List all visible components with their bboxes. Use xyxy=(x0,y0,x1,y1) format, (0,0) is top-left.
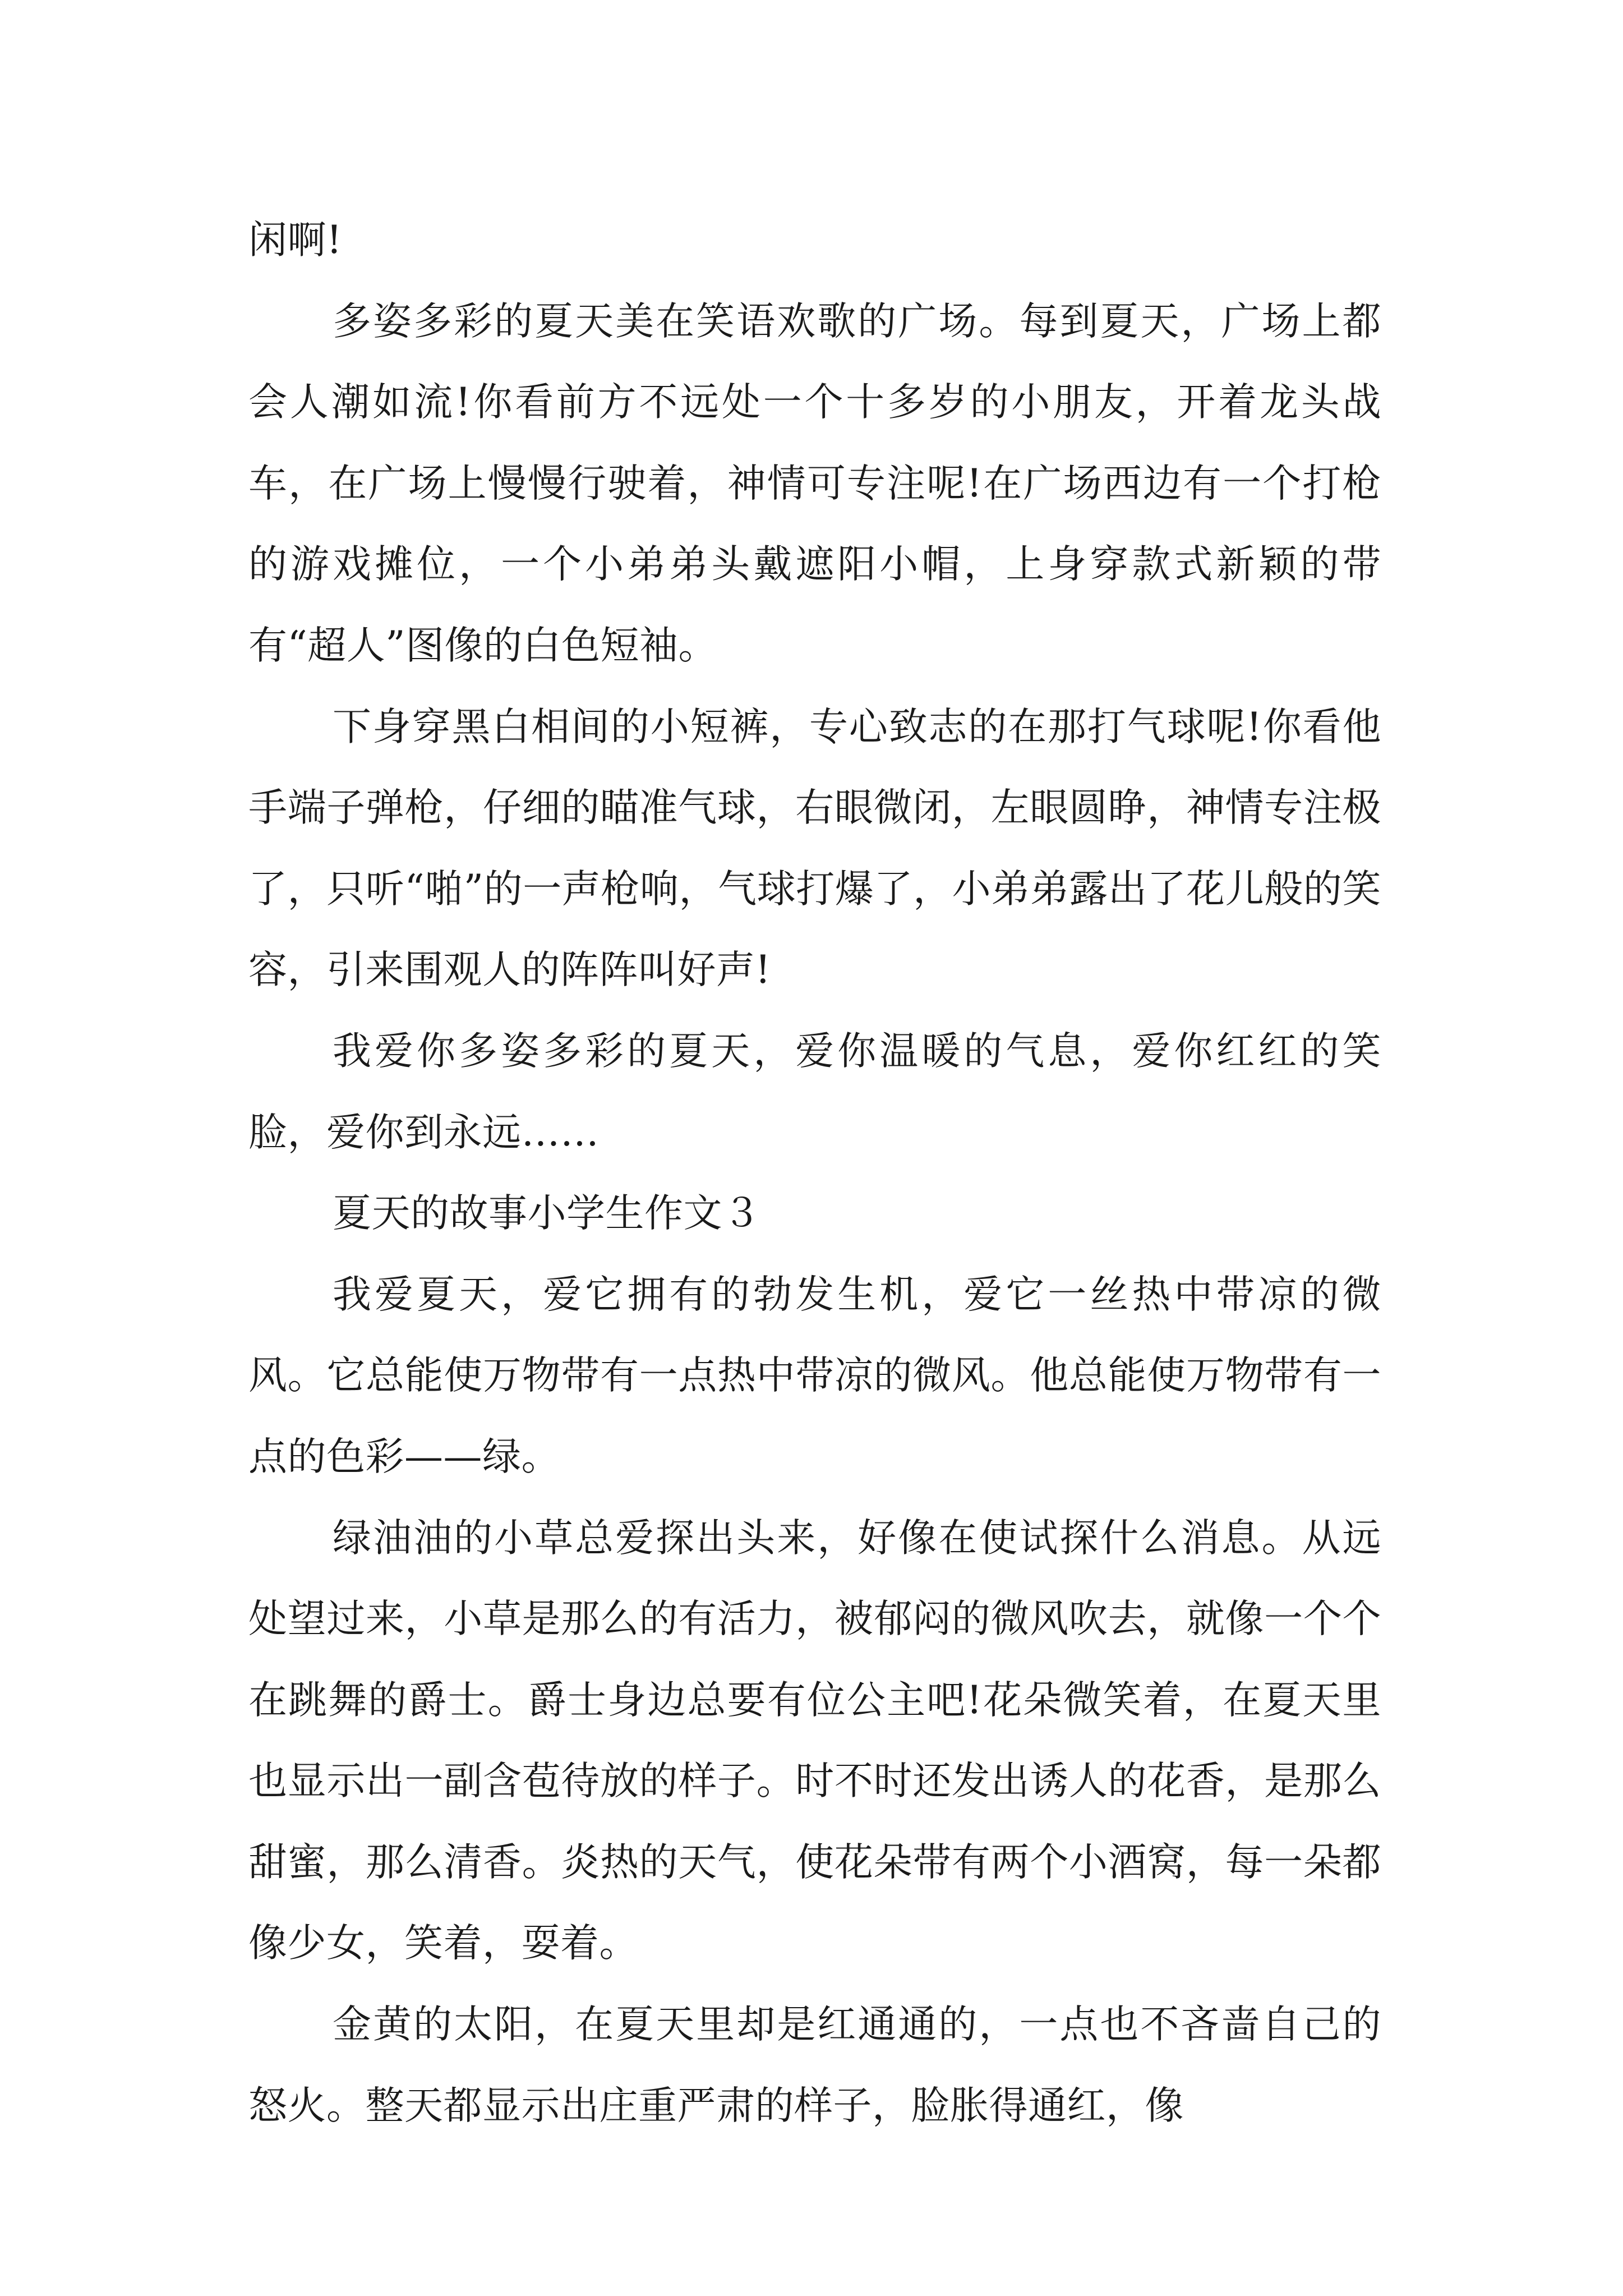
paragraph: 我爱你多姿多彩的夏天，爱你温暖的气息，爱你红红的笑脸，爱你到永远…… xyxy=(248,1028,1381,1155)
paragraph: 绿油油的小草总爱探出头来，好像在使试探什么消息。从远处望过来，小草是那么的有活力，被郁闷的微风吹去，就像一个个在跳舞的爵士。爵士身边总要有位公主吧!花朵微笑着，在夏天里也显示出一副含苞待放的样子。时不时还发出诱人的花香，是那么甜蜜，那么清香。炎热的天气，使花朵带有两个小酒窝，每一朵都像少女，笑着，耍着。 xyxy=(248,1515,1381,1966)
section-heading: 夏天的故事小学生作文３ xyxy=(333,1191,762,1236)
paragraph: 我爱夏天，爱它拥有的勃发生机，爱它一丝热中带凉的微风。它总能使万物带有一点热中带凉的微风。他总能使万物带有一点的色彩——绿。 xyxy=(248,1272,1381,1479)
paragraph: 下身穿黑白相间的小短裤，专心致志的在那打气球呢!你看他手端子弹枪，仔细的瞄准气球，右眼微闭，左眼圆睁，神情专注极了，只听“啪”的一声枪响，气球打爆了，小弟弟露出了花儿般的笑容，引来围观人的阵阵叫好声! xyxy=(248,704,1381,993)
paragraph: 多姿多彩的夏天美在笑语欢歌的广场。每到夏天，广场上都会人潮如流!你看前方不远处一个十多岁的小朋友，开着龙头战车，在广场上慢慢行驶着，神情可专注呢!在广场西边有一个打枪的游戏摊位，一个小弟弟头戴遮阳小帽，上身穿款式新颖的带有“超人”图像的白色短袖。 xyxy=(248,298,1381,668)
paragraph: 金黄的太阳，在夏天里却是红通通的，一点也不吝啬自己的怒火。整天都显示出庄重严肃的样子，脸胀得通红，像 xyxy=(248,2002,1381,2128)
document-body xyxy=(248,200,1381,2146)
paragraph: 闲啊! xyxy=(248,218,343,263)
